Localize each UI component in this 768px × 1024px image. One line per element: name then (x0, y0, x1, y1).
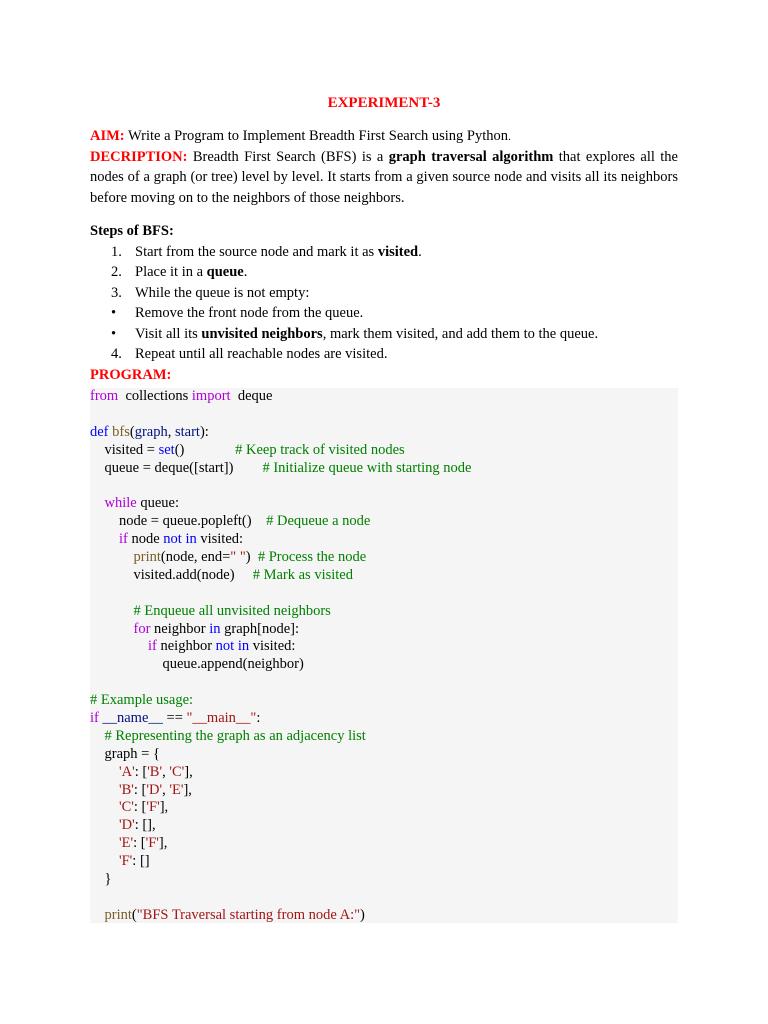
code-token: ], (183, 781, 192, 798)
code-line (90, 656, 678, 674)
code-token: 'B' (119, 781, 134, 798)
description-bold: graph traversal algorithm (388, 148, 554, 165)
code-token: == (162, 710, 187, 727)
code-token: from (90, 388, 119, 404)
code-token: set (158, 441, 175, 458)
code-line (90, 764, 678, 782)
code-line (90, 907, 678, 923)
step-item (90, 262, 678, 283)
code-token: import (191, 388, 231, 404)
code-token: deque (230, 388, 273, 404)
step-marker: 1. (111, 243, 122, 260)
step-marker: 2. (111, 264, 122, 280)
code-token: not (163, 531, 182, 548)
code-token: (node, end= (160, 549, 231, 566)
code-token (90, 764, 119, 780)
code-token: graph = { (90, 745, 160, 762)
code-token (90, 603, 134, 619)
code-token: , (162, 781, 170, 798)
code-token: 'E' (169, 781, 184, 798)
code-token: "__main__" (186, 710, 257, 727)
code-token (90, 907, 105, 923)
code-line (90, 728, 678, 746)
code-token: } (90, 871, 112, 888)
document-page (90, 94, 678, 923)
code-line (90, 585, 678, 603)
steps-list (90, 242, 678, 365)
code-token: bfs (112, 423, 130, 440)
code-line (90, 692, 678, 710)
code-token: visited.add(node) (90, 566, 253, 583)
aim-label: AIM: (90, 128, 125, 144)
step-item (90, 283, 678, 304)
code-token: 'E' (119, 835, 134, 852)
code-token: __name__ (102, 710, 163, 727)
code-token: 'C' (119, 799, 134, 816)
step-text: While the queue is not empty: (135, 284, 310, 301)
description-after: that explores all the nodes of a graph (or tree) level by level. It starts from a given source node and visits all its neighbors before moving on to the neighbors of those neighbors. (90, 148, 678, 206)
code-token: print (104, 906, 132, 923)
code-line (90, 638, 678, 656)
code-line (90, 531, 678, 549)
code-token: () (174, 441, 236, 458)
code-token: # Keep track of visited nodes (235, 441, 405, 458)
code-token: 'B' (147, 763, 163, 780)
code-line (90, 406, 678, 424)
code-token: queue.append(neighbor) (90, 656, 304, 673)
code-line (90, 460, 678, 478)
code-token: if (119, 531, 128, 548)
code-token: 'F' (119, 853, 133, 870)
bullet-marker: • (111, 325, 117, 342)
code-token: if (148, 638, 157, 655)
step-marker: 3. (111, 284, 122, 301)
code-token: if (90, 710, 99, 727)
step-item (90, 242, 678, 263)
code-token: not (215, 638, 235, 655)
step-text: Remove the front node from the queue. (135, 305, 364, 321)
code-token (90, 782, 119, 798)
code-block (90, 388, 678, 923)
code-token: ): (199, 423, 209, 440)
step-text: Place it in a (135, 264, 207, 280)
code-token: # Dequeue a node (266, 513, 371, 530)
code-token: for (133, 620, 151, 637)
code-token (90, 549, 134, 565)
code-token: 'D' (146, 781, 163, 798)
code-token: node (127, 531, 164, 548)
code-token (90, 621, 134, 637)
code-line (90, 782, 678, 800)
code-token: visited: (249, 638, 296, 655)
code-line (90, 835, 678, 853)
bullet-marker: • (111, 305, 117, 321)
code-token (90, 817, 119, 833)
code-token: : [ (134, 763, 148, 780)
code-line (90, 853, 678, 871)
description-before: Breadth First Search (BFS) is a (192, 148, 384, 165)
description-paragraph (90, 147, 678, 209)
code-token: : [ (133, 799, 147, 816)
code-token: in (185, 531, 197, 548)
code-token: # Enqueue all unvisited neighbors (133, 602, 331, 619)
code-token: graph[node]: (220, 620, 300, 637)
code-token: : [], (134, 817, 156, 834)
code-line (90, 889, 678, 907)
step-bold: unvisited neighbors (201, 325, 323, 342)
code-token (90, 835, 119, 851)
code-line (90, 674, 678, 692)
code-line (90, 710, 678, 728)
code-line (90, 567, 678, 585)
code-token: ], (158, 835, 168, 852)
code-token: : (256, 710, 261, 727)
code-token: , (167, 423, 175, 440)
code-line (90, 388, 678, 406)
code-token (90, 853, 119, 869)
code-token: ( (131, 906, 137, 923)
step-text: Repeat until all reachable nodes are visited. (135, 346, 388, 362)
code-token: # Mark as visited (252, 566, 353, 583)
code-token: # Representing the graph as an adjacency list (104, 727, 366, 744)
step-item (90, 324, 678, 345)
code-line (90, 621, 678, 639)
code-line (90, 746, 678, 764)
step-after: . (243, 264, 248, 280)
code-token: ) (360, 906, 365, 923)
code-token (90, 799, 119, 815)
step-bold: queue (206, 264, 244, 280)
code-token: 'A' (119, 763, 135, 780)
code-token: 'F' (145, 835, 159, 852)
description-label: DECRIPTION: (90, 148, 188, 165)
step-text: Start from the source node and mark it as (135, 243, 378, 260)
aim-paragraph (90, 126, 678, 147)
step-text: Visit all its (135, 325, 202, 342)
code-token: 'D' (119, 817, 135, 834)
code-token: : [ (133, 781, 147, 798)
code-token: node = queue.popleft() (90, 513, 267, 530)
code-token (90, 495, 105, 511)
code-token: queue: (136, 495, 179, 512)
code-line (90, 513, 678, 531)
code-line (90, 477, 678, 495)
step-bold: visited (377, 243, 419, 260)
aim-end: . (508, 129, 511, 143)
code-token: ) (245, 549, 258, 566)
code-token: queue = deque([start]) (90, 459, 263, 476)
code-token: ], (184, 763, 193, 780)
program-label: PROGRAM: (90, 366, 172, 383)
code-token: : [ (133, 835, 146, 852)
step-marker: 4. (111, 346, 122, 362)
code-line (90, 495, 678, 513)
code-line (90, 424, 678, 442)
code-token: visited: (196, 531, 244, 548)
code-token (90, 531, 119, 547)
steps-heading: Steps of BFS: (90, 223, 174, 239)
experiment-title: EXPERIMENT-3 (327, 95, 441, 111)
code-token: " " (230, 549, 246, 566)
code-line (90, 442, 678, 460)
step-after: , mark them visited, and add them to the queue. (322, 325, 599, 342)
code-token: ], (159, 799, 169, 816)
code-line (90, 799, 678, 817)
code-token: : [] (132, 853, 150, 870)
code-token (90, 638, 148, 654)
code-token: ( (129, 423, 135, 440)
code-token: print (133, 549, 161, 566)
code-token: in (209, 620, 221, 637)
step-item (90, 344, 678, 365)
step-item (90, 303, 678, 324)
code-line (90, 549, 678, 567)
code-token: neighbor (156, 638, 216, 655)
aim-text: Write a Program to Implement Breadth First Search using Python (128, 128, 508, 144)
code-token: # Process the node (257, 549, 367, 566)
step-after: . (418, 243, 422, 260)
code-token: visited = (90, 441, 159, 458)
code-token: "BFS Traversal starting from node A:" (136, 906, 361, 923)
code-token: start (174, 423, 200, 440)
code-token: 'F' (146, 799, 160, 816)
code-line (90, 603, 678, 621)
code-token: graph (134, 423, 168, 440)
code-token: neighbor (150, 620, 210, 637)
code-token (90, 728, 105, 744)
code-token: # Example usage: (90, 692, 194, 709)
code-token: collections (118, 388, 192, 404)
code-token: while (104, 495, 137, 512)
code-token: 'C' (169, 763, 185, 780)
code-line (90, 871, 678, 889)
code-token: def (90, 423, 109, 440)
code-token: # Initialize queue with starting node (262, 459, 472, 476)
code-line (90, 817, 678, 835)
code-token: in (237, 638, 250, 655)
code-token: , (162, 763, 170, 780)
